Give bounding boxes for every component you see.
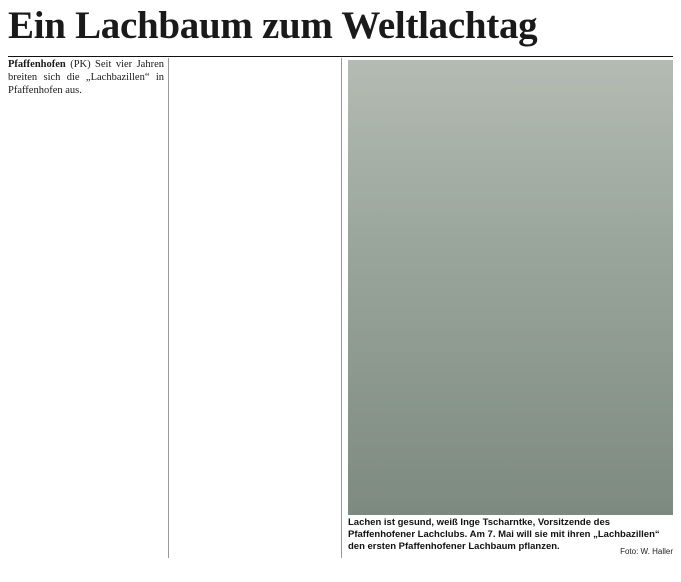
article-lead-paragraph <box>8 58 164 97</box>
column-divider <box>341 58 342 558</box>
photo-caption: Lachen ist gesund, weiß Inge Tscharntke, Vorsitzende des Pfaffenhofener Lachclubs. Am 7. Mai will sie mit ihren „Lachbazillen“ den ersten Pfaffenhofener Lachbaum pflanzen. <box>348 517 660 552</box>
page-title: Ein Lachbaum zum Weltlachtag <box>8 4 538 47</box>
article-column-1 <box>8 58 164 558</box>
lead-text: (PK) Seit vier Jahren breiten sich die „Lachbazillen“ in Pfaffenhofen aus. <box>8 59 164 97</box>
article-column-2 <box>174 58 330 558</box>
dateline: Pfaffenhofen <box>8 59 66 70</box>
photo-credit: Foto: W. Haller <box>620 547 673 556</box>
column-divider <box>168 58 169 558</box>
portrait-photo <box>348 60 673 515</box>
headline-block <box>8 2 673 57</box>
